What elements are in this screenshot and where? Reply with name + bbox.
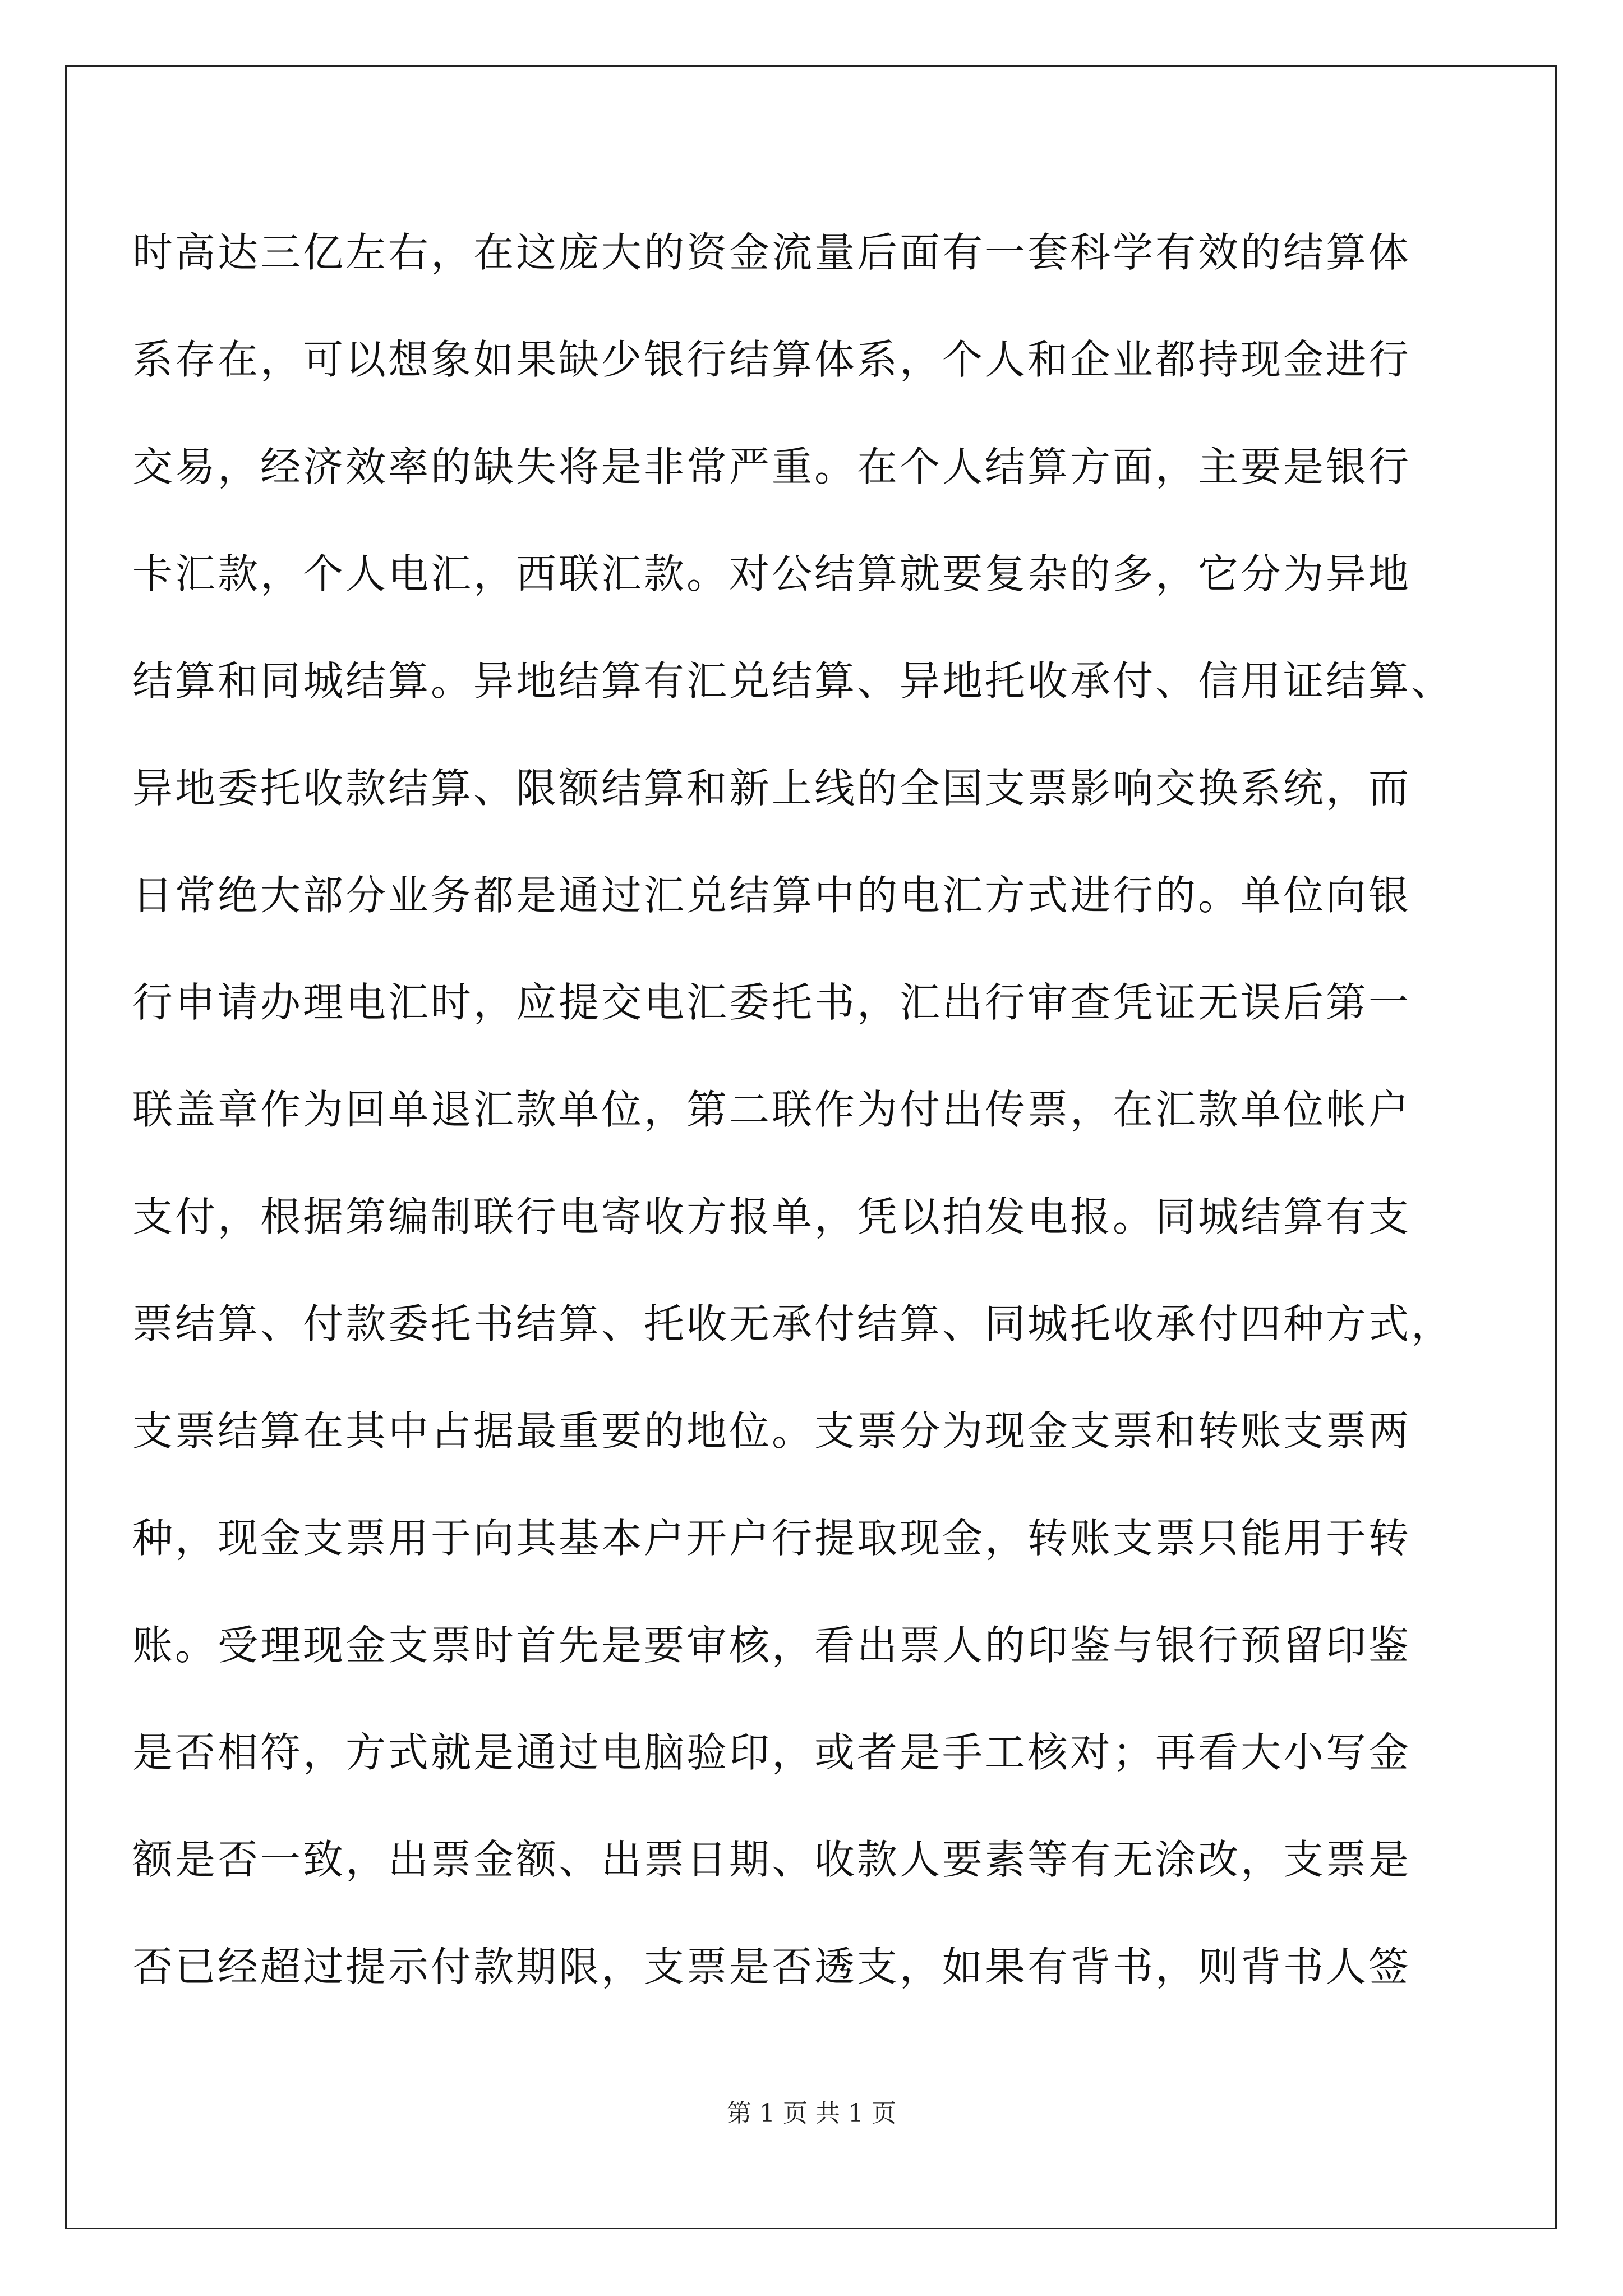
text-line: 联盖章作为回单退汇款单位，第二联作为付出传票，在汇款单位帐户 <box>132 1086 1412 1133</box>
text-line: 卡汇款，个人电汇，西联汇款。对公结算就要复杂的多，它分为异地 <box>132 550 1412 597</box>
text-line: 交易，经济效率的缺失将是非常严重。在个人结算方面，主要是银行 <box>132 443 1412 490</box>
text-line: 系存在，可以想象如果缺少银行结算体系，个人和企业都持现金进行 <box>132 336 1412 383</box>
text-line: 是否相符，方式就是通过电脑验印，或者是手工核对；再看大小写金 <box>132 1729 1412 1776</box>
text-line: 账。受理现金支票时首先是要审核，看出票人的印鉴与银行预留印鉴 <box>132 1622 1412 1669</box>
text-line: 种，现金支票用于向其基本户开户行提取现金，转账支票只能用于转 <box>132 1515 1412 1562</box>
page-border <box>65 65 1557 2229</box>
text-line: 支票结算在其中占据最重要的地位。支票分为现金支票和转账支票两 <box>132 1407 1412 1455</box>
text-line: 日常绝大部分业务都是通过汇兑结算中的电汇方式进行的。单位向银 <box>132 872 1412 919</box>
page-footer: 第 1 页 共 1 页 <box>727 2099 896 2128</box>
text-line: 行申请办理电汇时，应提交电汇委托书，汇出行审查凭证无误后第一 <box>132 979 1412 1026</box>
text-line: 异地委托收款结算、限额结算和新上线的全国支票影响交换系统，而 <box>132 765 1412 812</box>
text-line: 额是否一致，出票金额、出票日期、收款人要素等有无涂改，支票是 <box>132 1836 1412 1883</box>
text-line: 支付，根据第编制联行电寄收方报单，凭以拍发电报。同城结算有支 <box>132 1193 1412 1240</box>
text-line: 否已经超过提示付款期限，支票是否透支，如果有背书，则背书人签 <box>132 1943 1412 1990</box>
text-line: 时高达三亿左右，在这庞大的资金流量后面有一套科学有效的结算体 <box>132 229 1412 276</box>
text-line: 票结算、付款委托书结算、托收无承付结算、同城托收承付四种方式， <box>132 1300 1454 1347</box>
text-line: 结算和同城结算。异地结算有汇兑结算、异地托收承付、信用证结算、 <box>132 657 1454 705</box>
